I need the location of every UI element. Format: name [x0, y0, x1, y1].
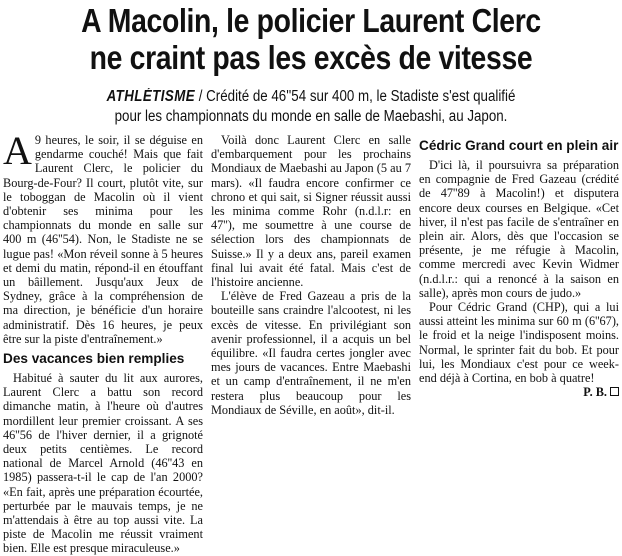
article-body [3, 128, 619, 556]
subhead-cedric-grand: Cédric Grand court en plein air [419, 138, 619, 153]
headline [44, 2, 579, 76]
kicker: ATHLÉTISME [106, 88, 196, 105]
kicker-separator: / [195, 88, 207, 105]
deck-line-2: pour les championnats du monde en salle de Maebashi, au Japon. [114, 108, 508, 125]
author-initials: P. B. [583, 385, 607, 400]
column-3 [419, 133, 619, 519]
paragraph-2: Habitué à sauter du lit aux aurores, Laurent Clerc a battu son record dimanche matin, à l'heure où d'autres mordillent leur premier croissant. A ses 46''56 de l'hiver dernier, il a grignoté deux petits centièmes. Le record national de Marcel Arnold (46''43 en 1985) passera-t-il le cap de l'an 2000? «En fait, après une préparation écourtée, perturbée par le mauvais temps, je ne m'attendais à être au top aussi vite. La piste de Macolin me réussit vraiment bien. Elle est presque miraculeuse.» [3, 371, 203, 556]
paragraph-5: D'ici là, il poursuivra sa préparation en compagnie de Fred Gazeau (crédité de 47''89 à Macolin!) et disputera encore deux courses en Belgique. «Cet hiver, il n'est pas facile de s'entraîner en plein air. Alors, dès que l'occasion se présente, je me réfugie à Macolin, comme mercredi avec Kevin Widmer (n.d.l.r.: qui a renoncé à la saison en salle), après mon cours de judo.» [419, 158, 619, 300]
subhead-vacances: Des vacances bien remplies [3, 351, 185, 367]
headline-line-2: ne craint pas les excès de vitesse [89, 39, 533, 76]
paragraph-3: Voilà donc Laurent Clerc en salle d'embarquement pour les prochains Mondiaux de Maebashi au Japon (5 au 7 mars). «Il faudra encore confirmer ce chrono et qui sait, si Signer réussit aussi les minima comme Rohr (n.d.l.r: en 47''), me soumettre à une course de sélection lors des championnats de Suisse.» Il y a deux ans, pareil examen final lui avait été fatal. Mais c'est de l'histoire ancienne. [211, 133, 411, 290]
deck [44, 87, 579, 127]
drop-cap: A [3, 128, 32, 173]
end-mark-icon [610, 387, 619, 396]
deck-text-1: Crédité de 46''54 sur 400 m, le Stadiste s'est qualifié [206, 88, 516, 105]
paragraph-6: Pour Cédric Grand (CHP), qui a lui aussi atteint les minima sur 60 m (6''67), le froid et la neige l'indisposent moins. Normal, le sprinter fait du bob. Et pour lui, les Mondiaux c'est pour ce week-end déjà à Cortina, en bob à quatre! [419, 300, 619, 386]
headline-line-1: A Macolin, le policier Laurent Clerc [81, 2, 541, 39]
column-2 [211, 133, 411, 519]
paragraph-1-text: 9 heures, le soir, il se déguise en gendarme couché! Mais que fait Laurent Clerc, le policier du Bourg-de-Four? Il court, plutôt vite, sur le toboggan de Macolin où il vient d'obtenir ses minima pour les championnats du monde en salle sur 400 m (46''54). Non, le Stadiste ne se lugue pas! «Mon réveil sonne à 5 heures et demi du matin, répond-il en étouffant un bâillement. Jusqu'aux Jeux de Sydney, grâce à la compréhension de ma direction, je bénéficie d'un horaire administratif. Dès 16 heures, je peux être sur la piste d'entraînement.» [3, 133, 203, 346]
paragraph-1 [3, 128, 203, 346]
deck-line-1 [44, 87, 579, 107]
column-1 [3, 128, 203, 556]
paragraph-4: L'élève de Fred Gazeau a pris de la bouteille sans craindre l'alcootest, ni les excès de vitesse. En privilégiant son avenir professionnel, il a acquis un bel équilibre. «Il faudra certes jongler avec mes jours de vacances. Entre Maebashi et un camp d'entraînement, il ne m'en restera plus beaucoup pour les Mondiaux de Séville, en août», dit-il. [211, 289, 411, 417]
signature [419, 385, 619, 399]
